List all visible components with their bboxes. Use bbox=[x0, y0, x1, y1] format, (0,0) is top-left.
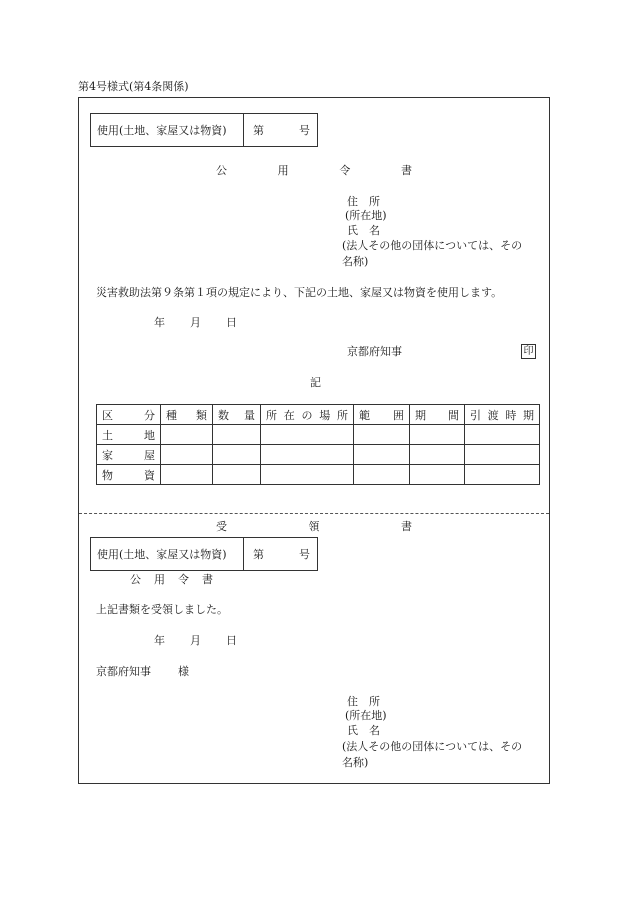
order-governor: 京都府知事 bbox=[347, 345, 402, 358]
order-title-char: 令 bbox=[339, 164, 351, 177]
order-name-label: 氏 名 bbox=[347, 224, 380, 237]
table-cell[interactable] bbox=[161, 465, 213, 485]
order-date-month: 月 bbox=[190, 316, 201, 329]
table-row bbox=[97, 445, 540, 465]
header-kubun: 区 分 bbox=[97, 405, 161, 425]
order-location-label: (所在地) bbox=[345, 209, 387, 222]
form-number: 第4号様式(第4条関係) bbox=[78, 80, 189, 93]
order-date-day: 日 bbox=[226, 316, 237, 329]
table-cell[interactable] bbox=[354, 425, 410, 445]
row-label-goods: 物 資 bbox=[97, 465, 161, 485]
receipt-title-char: 書 bbox=[401, 520, 412, 533]
receipt-addressee: 京都府知事 bbox=[96, 665, 151, 678]
order-number-box-label-cell bbox=[91, 114, 244, 146]
order-dai: 第 bbox=[253, 124, 264, 137]
table-cell[interactable] bbox=[213, 425, 261, 445]
row-label-land: 土 地 bbox=[97, 425, 161, 445]
table-cell[interactable] bbox=[213, 465, 261, 485]
order-address-label: 住 所 bbox=[347, 195, 380, 208]
header-shozai-basho: 所 在 の 場 所 bbox=[261, 405, 354, 425]
table-row bbox=[97, 425, 540, 445]
receipt-name-label: 氏 名 bbox=[347, 724, 380, 737]
order-number-box bbox=[90, 113, 318, 147]
receipt-date-day: 日 bbox=[226, 634, 237, 647]
order-body-text: 災害救助法第９条第１項の規定により、下記の土地、家屋又は物資を使用します。 bbox=[96, 286, 503, 299]
order-corp-note-2: 名称) bbox=[342, 255, 369, 268]
receipt-address-label: 住 所 bbox=[347, 695, 380, 708]
table-cell[interactable] bbox=[261, 465, 354, 485]
order-usage-label: 使用(土地、家屋又は物資) bbox=[97, 124, 227, 137]
order-date-year: 年 bbox=[154, 316, 165, 329]
receipt-title-char: 受 bbox=[216, 520, 227, 533]
table-row bbox=[97, 465, 540, 485]
receipt-number-box bbox=[90, 537, 318, 571]
header-shurui: 種 類 bbox=[161, 405, 213, 425]
row-label-house: 家 屋 bbox=[97, 445, 161, 465]
header-kikan: 期 間 bbox=[410, 405, 465, 425]
table-cell[interactable] bbox=[261, 425, 354, 445]
receipt-usage-label: 使用(土地、家屋又は物資) bbox=[97, 548, 227, 561]
table-cell[interactable] bbox=[161, 445, 213, 465]
receipt-title bbox=[216, 521, 412, 532]
table-cell[interactable] bbox=[410, 465, 465, 485]
seal-mark: 印 bbox=[521, 344, 536, 359]
table-header-row bbox=[97, 405, 540, 425]
table-cell[interactable] bbox=[354, 465, 410, 485]
receipt-sama: 様 bbox=[178, 665, 189, 678]
receipt-date-year: 年 bbox=[154, 634, 165, 647]
table-cell[interactable] bbox=[261, 445, 354, 465]
receipt-body-text: 上記書類を受領しました。 bbox=[96, 603, 228, 616]
header-hani: 範 囲 bbox=[354, 405, 410, 425]
receipt-title-char: 領 bbox=[308, 520, 320, 533]
receipt-location-label: (所在地) bbox=[345, 709, 387, 722]
header-hikiwatashi-jiki: 引 渡 時 期 bbox=[465, 405, 540, 425]
receipt-go: 号 bbox=[299, 548, 310, 561]
order-title bbox=[216, 165, 412, 176]
table-cell[interactable] bbox=[213, 445, 261, 465]
receipt-date-month: 月 bbox=[190, 634, 201, 647]
receipt-doc-name: 公 用 令 書 bbox=[130, 573, 213, 586]
table-cell[interactable] bbox=[465, 465, 540, 485]
table-cell[interactable] bbox=[465, 445, 540, 465]
items-table bbox=[96, 404, 540, 485]
table-cell[interactable] bbox=[161, 425, 213, 445]
table-cell[interactable] bbox=[410, 445, 465, 465]
header-suryo: 数 量 bbox=[213, 405, 261, 425]
order-title-char: 公 bbox=[216, 164, 227, 177]
receipt-corp-note-2: 名称) bbox=[342, 756, 369, 769]
ki-label: 記 bbox=[310, 376, 321, 389]
receipt-corp-note: (法人その他の団体については、その bbox=[342, 740, 523, 753]
order-title-char: 用 bbox=[277, 164, 289, 177]
order-title-char: 書 bbox=[400, 164, 412, 177]
order-go: 号 bbox=[299, 124, 310, 137]
order-corp-note: (法人その他の団体については、その bbox=[342, 239, 523, 252]
table-cell[interactable] bbox=[465, 425, 540, 445]
cut-line bbox=[79, 513, 549, 514]
receipt-dai: 第 bbox=[253, 548, 264, 561]
table-cell[interactable] bbox=[410, 425, 465, 445]
receipt-number-box-label-cell bbox=[91, 538, 244, 570]
table-cell[interactable] bbox=[354, 445, 410, 465]
